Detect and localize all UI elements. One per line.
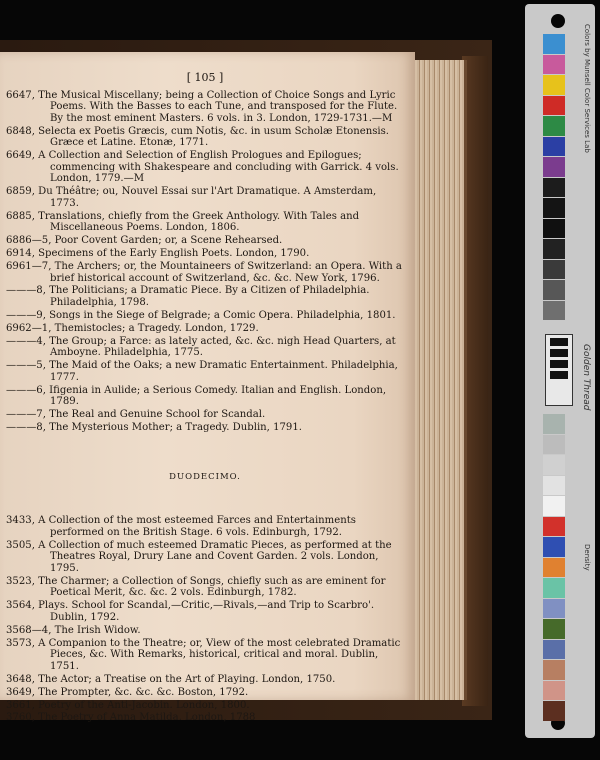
color-patch bbox=[543, 75, 565, 95]
color-patch bbox=[543, 239, 565, 259]
catalog-entry: ———5, The Maid of the Oaks; a new Dramatic Entertainment. Philadelphia, 1777. bbox=[6, 360, 398, 383]
catalog-entry: 6914, Specimens of the Early English Poets. London, 1790. bbox=[6, 248, 310, 260]
catalog-entry: 6886—5, Poor Covent Garden; or, a Scene Rehearsed. bbox=[6, 235, 283, 247]
color-patch bbox=[543, 701, 565, 721]
entries-top bbox=[6, 90, 404, 434]
color-patch bbox=[543, 517, 565, 537]
color-patch bbox=[543, 280, 565, 300]
checker-label-bottom: Density bbox=[583, 544, 591, 571]
page-number: [ 105 ] bbox=[186, 71, 224, 84]
page-text bbox=[6, 72, 404, 725]
catalog-entry: 6649, A Collection and Selection of English Prologues and Epilogues; commencing with Shakespeare and concluding with Garrick. 4 vols. London, 1779.—M bbox=[6, 150, 399, 185]
color-patch bbox=[543, 537, 565, 557]
color-patch bbox=[543, 178, 565, 198]
catalog-entry: 3433, A Collection of the most esteemed Farces and Entertainments performed on the British Stage. 6 vols. Edinburgh, 1792. bbox=[6, 515, 356, 538]
color-strip-top bbox=[543, 34, 565, 321]
catalog-entry: 3648, The Actor; a Treatise on the Art of Playing. London, 1750. bbox=[6, 673, 336, 685]
color-patch bbox=[543, 116, 565, 136]
color-patch bbox=[543, 435, 565, 455]
color-checker bbox=[525, 4, 595, 738]
checker-label-top: Colors by Munsell Color Services Lab bbox=[583, 24, 591, 153]
color-strip-bottom bbox=[543, 414, 565, 722]
catalog-entry: ———4, The Group; a Farce: as lately acted, &c. &c. nigh Head Quarters, at Amboyne. Philadelphia, 1775. bbox=[6, 335, 396, 359]
catalog-entry: 3523, The Charmer; a Collection of Songs, chiefly such as are eminent for Poetical Merit, &c. &c. 2 vols. Edinburgh, 1782. bbox=[6, 575, 386, 599]
color-patch bbox=[543, 660, 565, 680]
catalog-entry: 6962—1, Themistocles; a Tragedy. London, 1729. bbox=[6, 322, 259, 334]
color-patch bbox=[543, 34, 565, 54]
color-patch bbox=[543, 198, 565, 218]
catalog-entry: ———9, Songs in the Siege of Belgrade; a Comic Opera. Philadelphia, 1801. bbox=[6, 309, 396, 321]
entries-bottom bbox=[6, 515, 404, 724]
checker-label-mid: Golden Thread bbox=[581, 344, 591, 411]
catalog-entry: 3661, Poetry of the Anti-Jacobin. London, 1800. bbox=[6, 699, 250, 711]
color-patch bbox=[543, 496, 565, 516]
color-patch bbox=[543, 476, 565, 496]
color-patch bbox=[543, 301, 565, 321]
color-patch bbox=[543, 55, 565, 75]
color-patch bbox=[543, 640, 565, 660]
catalog-entry: 3573, A Companion to the Theatre; or, View of the most celebrated Dramatic Pieces, &c. With Remarks, historical, critical and moral. Dublin, 1751. bbox=[6, 637, 401, 672]
color-patch bbox=[543, 578, 565, 598]
color-patch bbox=[543, 599, 565, 619]
catalog-entry: ———6, Ifigenia in Aulide; a Serious Comedy. Italian and English. London, 1789. bbox=[6, 384, 387, 408]
catalog-entry: 3760, The Poetry of Anna Matilda. London, 1788 bbox=[6, 712, 256, 724]
color-patch bbox=[543, 137, 565, 157]
catalog-entry: 6859, Du Théâtre; ou, Nouvel Essai sur l'Art Dramatique. A Amsterdam, 1773. bbox=[6, 186, 377, 209]
color-patch bbox=[543, 455, 565, 475]
catalog-entry: ———8, The Mysterious Mother; a Tragedy. Dublin, 1791. bbox=[6, 422, 302, 434]
page-edges bbox=[412, 60, 467, 700]
color-patch bbox=[543, 96, 565, 116]
section-heading: DUODECIMO. bbox=[169, 471, 241, 482]
color-patch bbox=[543, 619, 565, 639]
catalog-entry: ———7, The Real and Genuine School for Scandal. bbox=[6, 409, 266, 421]
catalog-entry: 6647, The Musical Miscellany; being a Collection of Choice Songs and Lyric Poems. With the Basses to each Tune, and transposed for the Flute. By the most eminent Masters. 6 vols. in 3. London, 1729-1731.—M bbox=[6, 89, 398, 124]
color-patch bbox=[543, 558, 565, 578]
catalog-entry: 3568—4, The Irish Widow. bbox=[6, 624, 141, 636]
color-patch bbox=[543, 219, 565, 239]
catalog-entry: 6885, Translations, chiefly from the Greek Anthology. With Tales and Miscellaneous Poems. London, 1806. bbox=[6, 210, 360, 234]
catalog-entry: 6961—7, The Archers; or, the Mountaineers of Switzerland: an Opera. With a brief historical account of Switzerland, &c. &c. New York, 1796. bbox=[6, 260, 402, 284]
catalog-entry: ———8, The Politicians; a Dramatic Piece. By a Citizen of Philadelphia. Philadelphia, 1798. bbox=[6, 285, 370, 309]
color-patch bbox=[543, 157, 565, 177]
color-patch bbox=[543, 260, 565, 280]
catalog-entry: 3564, Plays. School for Scandal,—Critic,—Rivals,—and Trip to Scarbro'. Dublin, 1792. bbox=[6, 600, 375, 623]
catalog-entry: 3649, The Prompter, &c. &c. &c. Boston, 1792. bbox=[6, 686, 249, 698]
checker-hole bbox=[551, 14, 565, 28]
color-patch bbox=[543, 414, 565, 434]
catalog-entry: 3505, A Collection of much esteemed Dramatic Pieces, as performed at the Theatres Royal, Drury Lane and Covent Garden. 2 vols. London, 1795. bbox=[6, 539, 392, 574]
color-patch bbox=[543, 681, 565, 701]
catalog-entry: 6848, Selecta ex Poetis Græcis, cum Notis, &c. in usum Scholæ Etonensis. Græce et Latine. Etonæ, 1771. bbox=[6, 125, 389, 149]
